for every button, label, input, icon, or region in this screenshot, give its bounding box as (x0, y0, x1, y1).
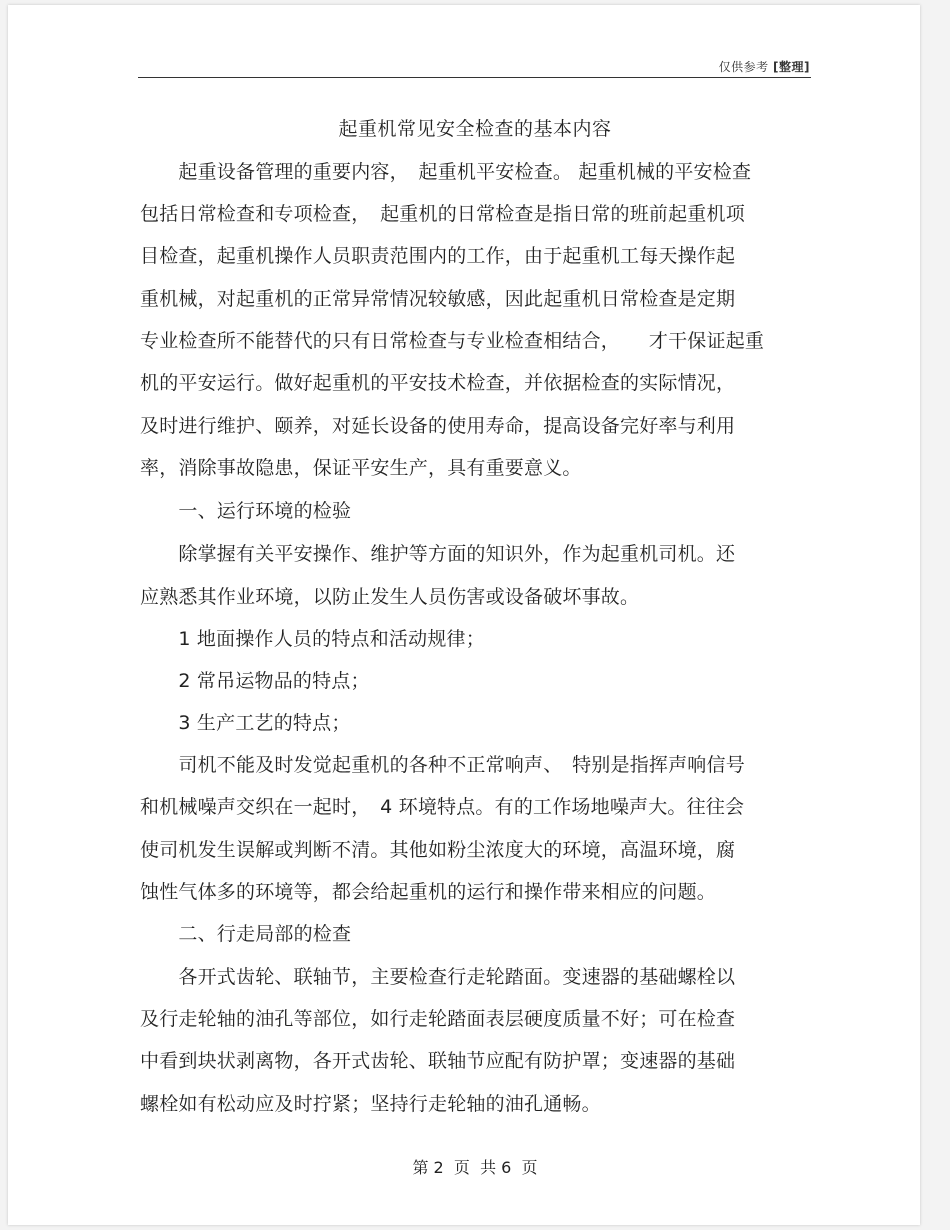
document-title: 起重机常见安全检查的基本内容 (338, 118, 612, 140)
body-line: 包括日常检查和专项检查， 起重机的日常检查是指日常的班前起重机项 (140, 203, 745, 225)
header-divider (138, 77, 811, 78)
header-note-tag: [整理] (773, 60, 810, 74)
body-line: 使司机发生误解或判断不清。其他如粉尘浓度大的环境，高温环境，腐 (140, 839, 736, 861)
body-line: 及时进行维护、颐养，对延长设备的使用寿命，提高设备完好率与利用 (140, 415, 736, 437)
body-line: 各开式齿轮、联轴节，主要检查行走轮踏面。变速器的基础螺栓以 (140, 966, 736, 988)
body-line: 和机械噪声交织在一起时， 4 环境特点。有的工作场地噪声大。往往会 (140, 796, 745, 818)
body-line: 司机不能及时发觉起重机的各种不正常响声、 特别是指挥声响信号 (140, 754, 745, 776)
page-number-footer: 第 2 页 共 6 页 (412, 1158, 538, 1177)
body-line: 中看到块状剥离物，各开式齿轮、联轴节应配有防护罩；变速器的基础 (140, 1050, 736, 1072)
body-line: 除掌握有关平安操作、维护等方面的知识外，作为起重机司机。还 (140, 543, 736, 565)
body-line: 目检查，起重机操作人员职责范围内的工作，由于起重机工每天操作起 (140, 245, 736, 267)
body-line: 专业检查所不能替代的只有日常检查与专业检查相结合， 才干保证起重 (140, 330, 765, 352)
body-line: 重机械，对起重机的正常异常情况较敏感，因此起重机日常检查是定期 (140, 288, 736, 310)
document-page (8, 5, 920, 1225)
list-item: 3 生产工艺的特点； (140, 712, 351, 734)
body-line: 起重设备管理的重要内容， 起重机平安检查。 起重机械的平安检查 (140, 161, 752, 183)
body-line: 蚀性气体多的环境等，都会给起重机的运行和操作带来相应的问题。 (140, 881, 717, 903)
list-item: 2 常吊运物品的特点； (140, 670, 370, 692)
body-line: 及行走轮轴的油孔等部位，如行走轮踏面表层硬度质量不好；可在检查 (140, 1008, 736, 1030)
body-line: 螺栓如有松动应及时拧紧；坚持行走轮轴的油孔通畅。 (140, 1093, 601, 1115)
section-heading: 一、运行环境的检验 (140, 500, 352, 522)
body-line: 应熟悉其作业环境，以防止发生人员伤害或设备破坏事故。 (140, 586, 640, 608)
list-item: 1 地面操作人员的特点和活动规律； (140, 628, 485, 650)
section-heading: 二、行走局部的检查 (140, 923, 352, 945)
header-note-text: 仅供参考 (718, 60, 769, 74)
header-note (719, 58, 810, 75)
body-line: 机的平安运行。做好起重机的平安技术检查，并依据检查的实际情况， (140, 372, 736, 394)
body-line: 率，消除事故隐患，保证平安生产，具有重要意义。 (140, 457, 582, 479)
